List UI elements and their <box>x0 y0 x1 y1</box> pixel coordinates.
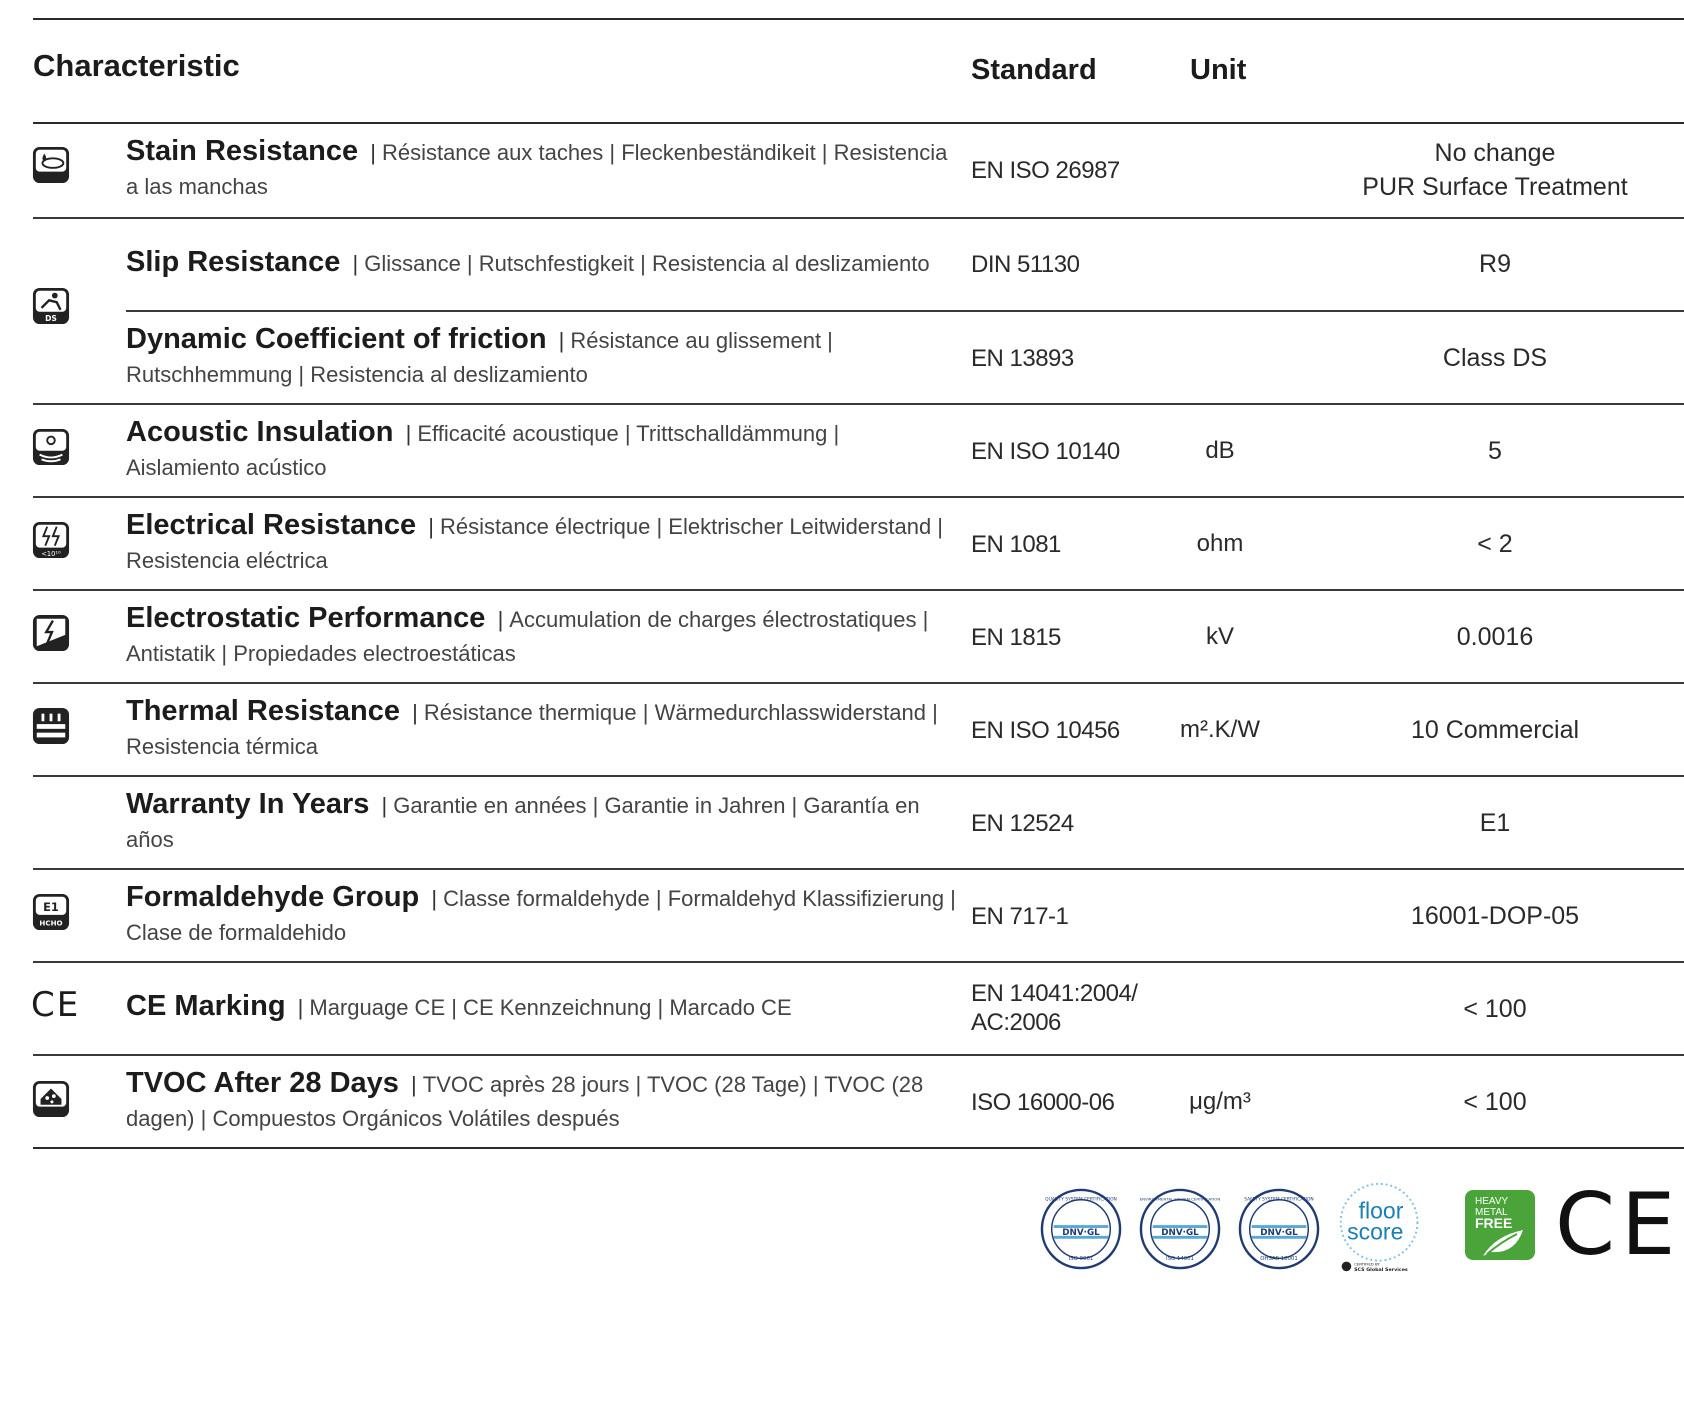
characteristic-name: Stain Resistance | Résistance aux taches | Fleckenbeständikeit | Resistencia a las manchas <box>126 135 948 199</box>
characteristic-en: Formaldehyde Group <box>126 881 420 913</box>
thermal-icon <box>32 707 70 745</box>
table-row <box>0 961 1684 1054</box>
acoustic-icon <box>32 428 70 466</box>
value-cell: < 100 <box>1463 995 1527 1023</box>
characteristic-en: TVOC After 28 Days <box>126 1067 399 1099</box>
characteristic-en: CE Marking <box>126 990 286 1022</box>
characteristic-translations: Efficacité acoustique | Trittschalldämmung | Aislamiento acústico <box>126 421 840 480</box>
characteristic-en: Acoustic Insulation <box>126 416 394 448</box>
value-cell: < 2 <box>1477 530 1513 558</box>
svg-text:E1: E1 <box>43 900 59 915</box>
value-cell: E1 <box>1479 809 1511 837</box>
characteristic-name: Electrical Resistance | Résistance électrique | Elektrischer Leitwiderstand | Resistencia eléctrica <box>126 509 944 573</box>
certification-logos <box>1040 1176 1680 1286</box>
value-cell: 0.0016 <box>1456 623 1534 651</box>
characteristic-translations: Accumulation de charges électrostatiques | Antistatik | Propiedades electroestáticas <box>126 607 929 666</box>
characteristic-name: Formaldehyde Group | Classe formaldehyde | Formaldehyd Klassifizierung | Clase de formaldehido <box>126 881 956 945</box>
characteristic-en: Stain Resistance <box>126 135 359 167</box>
header-unit: Unit <box>1190 54 1247 86</box>
svg-text:QUALITY SYSTEM CERTIFICATION: QUALITY SYSTEM CERTIFICATION <box>1045 1197 1117 1203</box>
standard-cell: EN 13893 <box>971 345 1074 372</box>
svg-text:DNV·GL: DNV·GL <box>1062 1227 1100 1238</box>
characteristic-name: Acoustic Insulation | Efficacité acoustique | Trittschalldämmung | Aislamiento acústico <box>126 416 840 480</box>
standard-cell: ISO 16000-06 <box>971 1089 1115 1116</box>
standard-cell: EN 12524 <box>971 810 1074 837</box>
characteristic-name: CE Marking | Marguage CE | CE Kennzeichnung | Marcado CE <box>126 990 792 1022</box>
characteristic-name: Warranty In Years | Garantie en années | Garantie in Jahren | Garantía en años <box>126 788 920 852</box>
unit-cell: ohm <box>1196 530 1244 557</box>
standard-cell: EN 1081 <box>971 531 1061 558</box>
ce-mark-logo: CE <box>1555 1175 1682 1275</box>
standard-cell: EN ISO 26987 <box>971 157 1120 184</box>
svg-text:DNV·GL: DNV·GL <box>1260 1227 1298 1238</box>
floorscore-logo <box>1333 1180 1429 1276</box>
table-row <box>0 122 1684 217</box>
table-row <box>0 310 1684 403</box>
dnv-iso-9001-logo <box>1040 1188 1122 1270</box>
standard-cell: DIN 51130 <box>971 251 1080 278</box>
svg-text:SCS Global Services: SCS Global Services <box>1354 1268 1408 1274</box>
value-cell: R9 <box>1479 250 1511 278</box>
characteristic-translations: Marguage CE | CE Kennzeichnung | Marcado CE <box>309 995 792 1020</box>
value-cell: Class DS <box>1442 344 1548 372</box>
characteristic-en: Slip Resistance <box>126 246 341 278</box>
svg-text:DNV·GL: DNV·GL <box>1161 1227 1199 1238</box>
characteristic-en: Electrical Resistance <box>126 509 417 541</box>
characteristic-translations: Glissance | Rutschfestigkeit | Resistencia al deslizamiento <box>364 251 930 276</box>
value-cell: 10 Commercial <box>1410 716 1580 744</box>
standard-cell: EN ISO 10140 <box>971 438 1120 465</box>
table-row <box>0 496 1684 589</box>
dnv-ohsas-18001-logo <box>1238 1188 1320 1270</box>
svg-text:FREE: FREE <box>1475 1215 1513 1231</box>
standard-cell: EN 14041:2004/ AC:2006 <box>971 980 1138 1036</box>
characteristic-translations: Classe formaldehyde | Formaldehyd Klassifizierung | Clase de formaldehido <box>126 886 956 945</box>
table-row <box>0 1054 1684 1147</box>
characteristic-en: Warranty In Years <box>126 788 370 820</box>
svg-text:SAFETY SYSTEM CERTIFICATION: SAFETY SYSTEM CERTIFICATION <box>1244 1197 1314 1203</box>
svg-text:CERTIFIED BY: CERTIFIED BY <box>1354 1261 1380 1267</box>
table-row <box>0 682 1684 775</box>
electrical-icon <box>32 521 70 559</box>
table-row <box>0 868 1684 961</box>
svg-text:OHSAS 18001: OHSAS 18001 <box>1260 1256 1298 1263</box>
characteristic-name: TVOC After 28 Days | TVOC après 28 jours | TVOC (28 Tage) | TVOC (28 dagen) | Compuestos Orgánicos Volátiles después <box>126 1067 924 1131</box>
standard-cell: EN ISO 10456 <box>971 717 1120 744</box>
characteristic-name: Thermal Resistance | Résistance thermique | Wärmedurchlasswiderstand | Resistencia térmica <box>126 695 938 759</box>
standard-cell: EN 1815 <box>971 624 1061 651</box>
table-row <box>0 589 1684 682</box>
header-standard: Standard <box>971 54 1097 86</box>
characteristic-translations: Résistance électrique | Elektrischer Leitwiderstand | Resistencia eléctrica <box>126 514 944 573</box>
table-row <box>0 217 1684 324</box>
table-row <box>0 775 1684 868</box>
top-rule <box>33 18 1684 20</box>
characteristic-translations: Résistance thermique | Wärmedurchlasswiderstand | Resistencia térmica <box>126 700 938 759</box>
svg-text:DS: DS <box>45 314 57 324</box>
characteristic-name: Dynamic Coefficient of friction | Résistance au glissement | Rutschhemmung | Resistencia al deslizamiento <box>126 323 833 387</box>
characteristic-translations: Résistance au glissement | Rutschhemmung | Resistencia al deslizamiento <box>126 328 833 387</box>
value-cell: No change PUR Surface Treatment <box>1362 139 1628 201</box>
standard-cell: EN 717-1 <box>971 903 1069 930</box>
table-bottom-rule <box>33 1147 1684 1149</box>
characteristic-translations: Garantie en années | Garantie in Jahren | Garantía en años <box>126 793 920 852</box>
dnv-iso-14001-logo <box>1139 1188 1221 1270</box>
characteristic-translations: TVOC après 28 jours | TVOC (28 Tage) | TVOC (28 dagen) | Compuestos Orgánicos Volátiles después <box>126 1072 924 1131</box>
svg-text:floor: floor <box>1358 1197 1404 1224</box>
unit-cell: μg/m³ <box>1189 1088 1251 1115</box>
heavy-metal-free-logo <box>1465 1190 1535 1260</box>
unit-cell: kV <box>1205 623 1234 650</box>
electrostatic-icon <box>32 614 70 652</box>
svg-text:HEAVY: HEAVY <box>1475 1196 1509 1207</box>
characteristic-name: Electrostatic Performance | Accumulation de charges électrostatiques | Antistatik | Propiedades electroestáticas <box>126 602 929 666</box>
tvoc-icon <box>32 1080 70 1118</box>
value-cell: 16001-DOP-05 <box>1410 902 1580 930</box>
characteristic-translations: Résistance aux taches | Fleckenbeständikeit | Resistencia a las manchas <box>126 140 948 199</box>
stain-icon <box>32 146 70 184</box>
characteristic-name: Slip Resistance | Glissance | Rutschfestigkeit | Resistencia al deslizamiento <box>126 246 930 278</box>
value-cell: 5 <box>1488 437 1502 465</box>
svg-text:score: score <box>1347 1218 1404 1245</box>
table-row <box>0 403 1684 496</box>
svg-text:<10¹⁰: <10¹⁰ <box>41 550 61 559</box>
characteristic-en: Electrostatic Performance <box>126 602 486 634</box>
svg-text:ISO 9001: ISO 9001 <box>1068 1256 1094 1263</box>
characteristic-en: Thermal Resistance <box>126 695 401 727</box>
svg-text:ENVIRONMENTAL SYSTEM CERTIFICA: ENVIRONMENTAL SYSTEM CERTIFICATION <box>1139 1196 1221 1202</box>
value-cell: < 100 <box>1463 1088 1527 1116</box>
characteristic-en: Dynamic Coefficient of friction <box>126 323 547 355</box>
header-characteristic: Characteristic <box>33 48 240 83</box>
unit-cell: m².K/W <box>1180 716 1260 743</box>
svg-text:ISO 14001: ISO 14001 <box>1166 1256 1194 1263</box>
svg-text:HCHO: HCHO <box>39 918 63 928</box>
svg-text:METAL: METAL <box>1475 1207 1508 1218</box>
ce-icon: CE <box>31 985 81 1025</box>
e1-hcho-icon <box>32 893 70 931</box>
unit-cell: dB <box>1205 437 1235 464</box>
